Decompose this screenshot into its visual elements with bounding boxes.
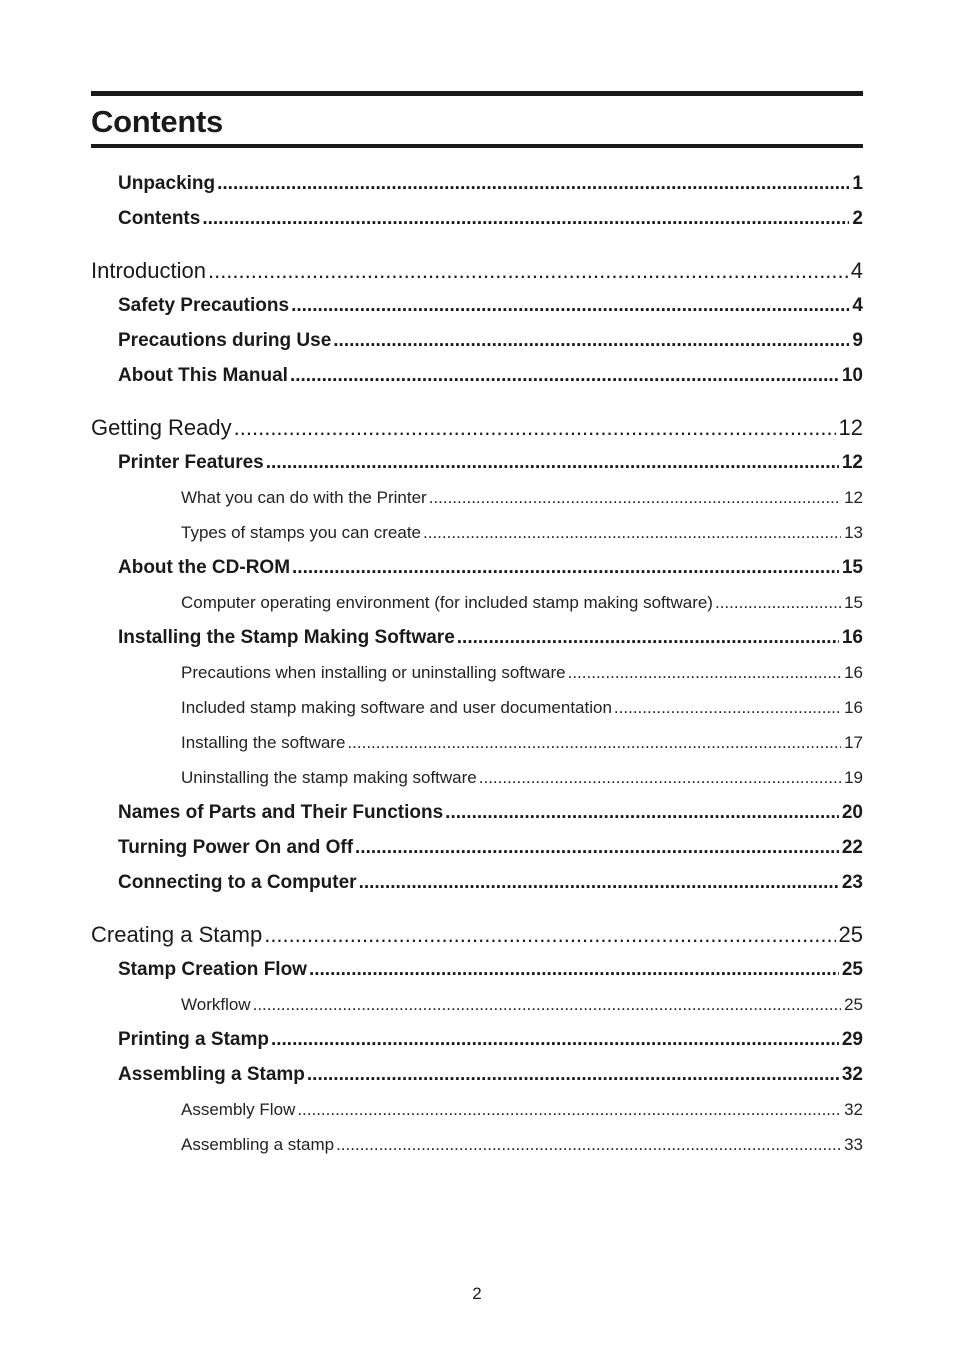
toc-section-entry[interactable] bbox=[91, 1057, 863, 1092]
contents-page bbox=[91, 91, 863, 1162]
toc-entry-page-number: 29 bbox=[841, 1029, 863, 1050]
toc-leader-dots bbox=[423, 515, 841, 550]
table-of-contents bbox=[91, 166, 863, 1162]
toc-leader-dots bbox=[297, 1092, 841, 1127]
toc-leader-dots bbox=[202, 201, 849, 236]
toc-subsection-entry[interactable] bbox=[91, 515, 863, 550]
toc-leader-dots bbox=[359, 865, 839, 900]
toc-leader-dots bbox=[271, 1022, 839, 1057]
toc-entry-page-number: 4 bbox=[850, 258, 863, 283]
toc-entry-label: Installing the Stamp Making Software bbox=[118, 627, 455, 648]
toc-chapter-entry[interactable] bbox=[91, 410, 863, 445]
toc-entry-page-number: 9 bbox=[852, 330, 863, 351]
toc-subsection-entry[interactable] bbox=[91, 760, 863, 795]
toc-entry-label: Safety Precautions bbox=[118, 295, 290, 316]
toc-entry-label: Assembling a stamp bbox=[181, 1135, 335, 1154]
toc-chapter-entry[interactable] bbox=[91, 917, 863, 952]
title-top-rule bbox=[91, 91, 863, 96]
toc-section-entry[interactable] bbox=[91, 620, 863, 655]
toc-entry-label: Unpacking bbox=[118, 173, 216, 194]
toc-leader-dots bbox=[291, 288, 849, 323]
toc-section-entry[interactable] bbox=[91, 952, 863, 987]
toc-entry-label: Introduction bbox=[91, 258, 206, 283]
toc-entry-page-number: 25 bbox=[838, 922, 863, 947]
toc-entry-page-number: 12 bbox=[841, 452, 863, 473]
toc-entry-page-number: 2 bbox=[852, 208, 863, 229]
section-gap bbox=[91, 900, 863, 917]
toc-entry-page-number: 16 bbox=[841, 627, 863, 648]
toc-entry-page-number: 17 bbox=[844, 733, 863, 752]
toc-entry-label: Included stamp making software and user documentation bbox=[181, 698, 612, 717]
toc-leader-dots bbox=[568, 655, 841, 690]
toc-entry-page-number: 22 bbox=[841, 837, 863, 858]
toc-entry-page-number: 32 bbox=[844, 1100, 863, 1119]
toc-entry-page-number: 23 bbox=[841, 872, 863, 893]
toc-leader-dots bbox=[457, 620, 839, 655]
toc-leader-dots bbox=[336, 1127, 841, 1162]
toc-entry-label: Assembling a Stamp bbox=[118, 1064, 305, 1085]
toc-entry-label: Precautions when installing or uninstalling software bbox=[181, 663, 566, 682]
toc-subsection-entry[interactable] bbox=[91, 690, 863, 725]
toc-entry-label: Turning Power On and Off bbox=[118, 837, 354, 858]
toc-leader-dots bbox=[234, 410, 836, 445]
toc-leader-dots bbox=[614, 690, 841, 725]
toc-section-entry[interactable] bbox=[91, 1022, 863, 1057]
toc-section-entry[interactable] bbox=[91, 445, 863, 480]
toc-leader-dots bbox=[307, 1057, 839, 1092]
toc-entry-page-number: 15 bbox=[844, 593, 863, 612]
toc-entry-page-number: 13 bbox=[844, 523, 863, 542]
toc-entry-label: Uninstalling the stamp making software bbox=[181, 768, 477, 787]
toc-leader-dots bbox=[290, 358, 839, 393]
toc-entry-page-number: 4 bbox=[852, 295, 863, 316]
toc-section-entry[interactable] bbox=[91, 830, 863, 865]
toc-leader-dots bbox=[429, 480, 841, 515]
toc-entry-page-number: 12 bbox=[838, 415, 863, 440]
toc-entry-label: Getting Ready bbox=[91, 415, 232, 440]
toc-subsection-entry[interactable] bbox=[91, 585, 863, 620]
toc-entry-page-number: 16 bbox=[844, 663, 863, 682]
toc-subsection-entry[interactable] bbox=[91, 725, 863, 760]
toc-section-entry[interactable] bbox=[91, 201, 863, 236]
toc-leader-dots bbox=[266, 445, 839, 480]
toc-entry-page-number: 25 bbox=[841, 959, 863, 980]
page-title: Contents bbox=[91, 104, 223, 139]
section-gap bbox=[91, 393, 863, 410]
toc-entry-label: Assembly Flow bbox=[181, 1100, 296, 1119]
toc-entry-label: Workflow bbox=[181, 995, 251, 1014]
toc-section-entry[interactable] bbox=[91, 358, 863, 393]
section-gap bbox=[91, 236, 863, 253]
toc-section-entry[interactable] bbox=[91, 865, 863, 900]
toc-leader-dots bbox=[292, 550, 839, 585]
toc-entry-label: Printer Features bbox=[118, 452, 264, 473]
toc-leader-dots bbox=[715, 585, 841, 620]
toc-subsection-entry[interactable] bbox=[91, 987, 863, 1022]
toc-section-entry[interactable] bbox=[91, 288, 863, 323]
toc-leader-dots bbox=[309, 952, 839, 987]
title-bottom-rule bbox=[91, 144, 863, 148]
toc-entry-page-number: 33 bbox=[844, 1135, 863, 1154]
toc-leader-dots bbox=[253, 987, 841, 1022]
toc-entry-label: Precautions during Use bbox=[118, 330, 332, 351]
toc-section-entry[interactable] bbox=[91, 323, 863, 358]
toc-subsection-entry[interactable] bbox=[91, 655, 863, 690]
toc-subsection-entry[interactable] bbox=[91, 1127, 863, 1162]
toc-entry-label: What you can do with the Printer bbox=[181, 488, 427, 507]
toc-entry-label: Installing the software bbox=[181, 733, 346, 752]
toc-leader-dots bbox=[333, 323, 849, 358]
toc-entry-page-number: 12 bbox=[844, 488, 863, 507]
toc-section-entry[interactable] bbox=[91, 550, 863, 585]
toc-entry-label: About This Manual bbox=[118, 365, 288, 386]
toc-leader-dots bbox=[347, 725, 841, 760]
toc-subsection-entry[interactable] bbox=[91, 1092, 863, 1127]
toc-entry-page-number: 19 bbox=[844, 768, 863, 787]
toc-entry-page-number: 1 bbox=[852, 173, 863, 194]
toc-section-entry[interactable] bbox=[91, 166, 863, 201]
toc-entry-page-number: 32 bbox=[841, 1064, 863, 1085]
toc-leader-dots bbox=[264, 917, 835, 952]
toc-leader-dots bbox=[355, 830, 839, 865]
page-number: 2 bbox=[472, 1284, 482, 1303]
toc-entry-page-number: 25 bbox=[844, 995, 863, 1014]
toc-section-entry[interactable] bbox=[91, 795, 863, 830]
toc-entry-label: Printing a Stamp bbox=[118, 1029, 269, 1050]
toc-entry-page-number: 16 bbox=[844, 698, 863, 717]
toc-chapter-entry[interactable] bbox=[91, 253, 863, 288]
toc-entry-label: Stamp Creation Flow bbox=[118, 959, 307, 980]
toc-entry-page-number: 20 bbox=[841, 802, 863, 823]
toc-subsection-entry[interactable] bbox=[91, 480, 863, 515]
toc-entry-label: About the CD-ROM bbox=[118, 557, 291, 578]
toc-leader-dots bbox=[445, 795, 839, 830]
toc-entry-label: Contents bbox=[118, 208, 201, 229]
toc-entry-label: Connecting to a Computer bbox=[118, 872, 357, 893]
toc-entry-label: Computer operating environment (for included stamp making software) bbox=[181, 593, 713, 612]
toc-entry-page-number: 10 bbox=[841, 365, 863, 386]
toc-entry-label: Types of stamps you can create bbox=[181, 523, 422, 542]
toc-leader-dots bbox=[479, 760, 841, 795]
toc-leader-dots bbox=[208, 253, 848, 288]
toc-entry-label: Names of Parts and Their Functions bbox=[118, 802, 444, 823]
toc-entry-label: Creating a Stamp bbox=[91, 922, 263, 947]
toc-leader-dots bbox=[217, 166, 849, 201]
toc-entry-page-number: 15 bbox=[841, 557, 863, 578]
